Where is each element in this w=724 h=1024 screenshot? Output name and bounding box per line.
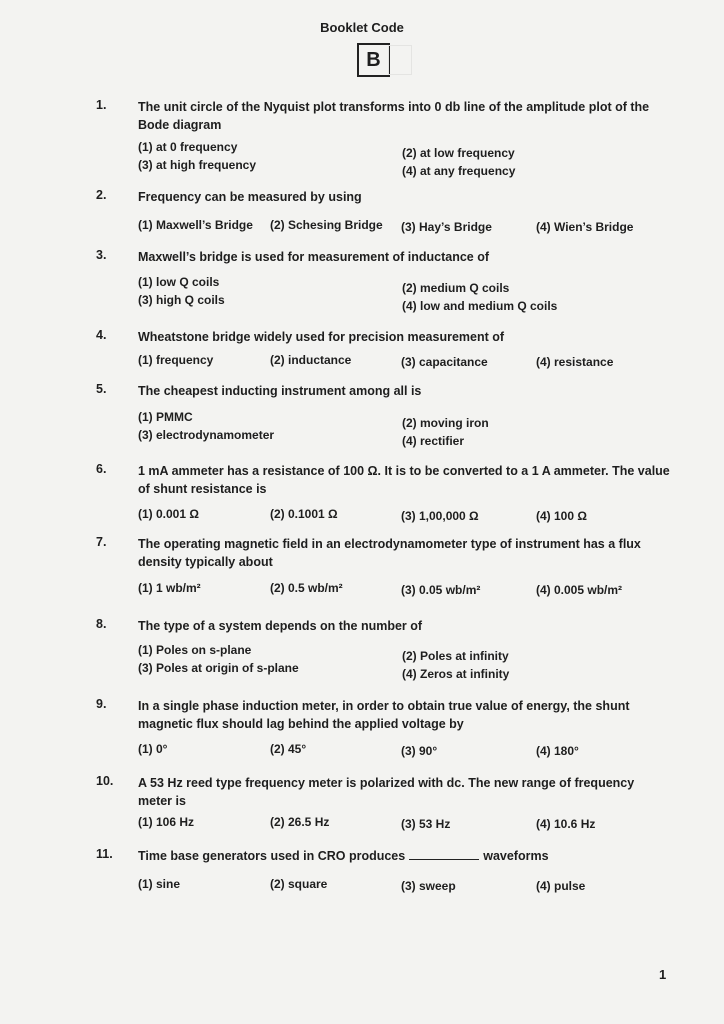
question-text: [138, 248, 670, 266]
option-1: (1) at 0 frequency: [138, 140, 238, 154]
bleed-through-box: [388, 45, 412, 75]
option-2: (2) medium Q coils: [402, 281, 510, 295]
question-number: 2.: [96, 188, 107, 202]
option-1: (1) low Q coils: [138, 275, 220, 289]
option-1: (1) Poles on s-plane: [138, 643, 252, 657]
option-1: (1) 1 wb/m²: [138, 581, 201, 595]
question-text-main: The operating magnetic field in an electrodynamometer type of instrument has a flux density typically about: [138, 537, 641, 569]
option-1: (1) PMMC: [138, 410, 193, 424]
question-number: 10.: [96, 774, 114, 788]
option-2: (2) moving iron: [402, 416, 489, 430]
question-text-main: The type of a system depends on the number of: [138, 619, 423, 633]
option-2: (2) Poles at infinity: [402, 649, 509, 663]
question-text: [138, 328, 670, 346]
question-text-main: The unit circle of the Nyquist plot transforms into 0 db line of the amplitude plot of the Bode diagram: [138, 100, 650, 132]
question-number: 8.: [96, 617, 107, 631]
question-text: [138, 617, 670, 635]
question-text: [138, 847, 670, 865]
option-2: (2) inductance: [270, 353, 352, 367]
question-number: 6.: [96, 462, 107, 476]
option-3: (3) capacitance: [401, 355, 488, 369]
question-text-main: Wheatstone bridge widely used for precision measurement of: [138, 330, 505, 344]
option-3: (3) 53 Hz: [401, 817, 451, 831]
question-text-main: The cheapest inducting instrument among all is: [138, 384, 422, 398]
question-text-main: A 53 Hz reed type frequency meter is polarized with dc. The new range of frequency meter is: [138, 776, 635, 808]
option-4: (4) 10.6 Hz: [536, 817, 596, 831]
question-text-main: 1 mA ammeter has a resistance of 100 Ω. It is to be converted to a 1 A ammeter. The value of shunt resistance is: [138, 464, 670, 496]
question-text: [138, 535, 670, 571]
question-text-main: Maxwell’s bridge is used for measurement of inductance of: [138, 250, 490, 264]
option-2: (2) 0.5 wb/m²: [270, 581, 343, 595]
question-text-after: waveforms: [483, 849, 549, 863]
question-number: 11.: [96, 847, 113, 861]
option-4: (4) resistance: [536, 355, 614, 369]
option-4: (4) rectifier: [402, 434, 465, 448]
fill-in-blank: [409, 859, 479, 860]
question-text: [138, 774, 670, 810]
option-3: (3) 1,00,000 Ω: [401, 509, 479, 523]
booklet-code-box: B: [357, 43, 390, 77]
question-text-main: In a single phase induction meter, in order to obtain true value of energy, the shunt magnetic flux should lag behind the applied voltage by: [138, 699, 630, 731]
option-2: (2) at low frequency: [402, 146, 515, 160]
option-4: (4) low and medium Q coils: [402, 299, 558, 313]
question-number: 1.: [96, 98, 107, 112]
option-1: (1) 0.001 Ω: [138, 507, 199, 521]
option-2: (2) square: [270, 877, 328, 891]
option-4: (4) 100 Ω: [536, 509, 587, 523]
page-number: 1: [659, 967, 667, 982]
option-1: (1) sine: [138, 877, 181, 891]
option-1: (1) Maxwell’s Bridge: [138, 218, 253, 232]
option-3: (3) at high frequency: [138, 158, 257, 172]
option-3: (3) 90°: [401, 744, 438, 758]
option-4: (4) 180°: [536, 744, 579, 758]
question-number: 7.: [96, 535, 107, 549]
option-3: (3) 0.05 wb/m²: [401, 583, 481, 597]
question-number: 4.: [96, 328, 107, 342]
option-2: (2) 0.1001 Ω: [270, 507, 338, 521]
option-3: (3) sweep: [401, 879, 456, 893]
question-text: [138, 382, 670, 400]
question-text: [138, 188, 670, 206]
question-text: [138, 462, 670, 498]
option-3: (3) Poles at origin of s-plane: [138, 661, 299, 675]
option-4: (4) Zeros at infinity: [402, 667, 510, 681]
option-3: (3) high Q coils: [138, 293, 225, 307]
option-2: (2) 45°: [270, 742, 307, 756]
option-4: (4) Wien’s Bridge: [536, 220, 634, 234]
question-text: [138, 98, 670, 134]
question-number: 5.: [96, 382, 107, 396]
booklet-code-title: Booklet Code: [320, 20, 404, 35]
option-3: (3) Hay’s Bridge: [401, 220, 492, 234]
option-2: (2) 26.5 Hz: [270, 815, 330, 829]
question-number: 9.: [96, 697, 107, 711]
option-1: (1) frequency: [138, 353, 214, 367]
option-4: (4) 0.005 wb/m²: [536, 583, 623, 597]
question-number: 3.: [96, 248, 107, 262]
option-1: (1) 106 Hz: [138, 815, 195, 829]
question-text: [138, 697, 670, 733]
option-4: (4) pulse: [536, 879, 586, 893]
option-3: (3) electrodynamometer: [138, 428, 275, 442]
option-4: (4) at any frequency: [402, 164, 516, 178]
option-1: (1) 0°: [138, 742, 168, 756]
question-text-main: Time base generators used in CRO produces: [138, 849, 406, 863]
option-2: (2) Schesing Bridge: [270, 218, 383, 232]
question-text-main: Frequency can be measured by using: [138, 190, 362, 204]
